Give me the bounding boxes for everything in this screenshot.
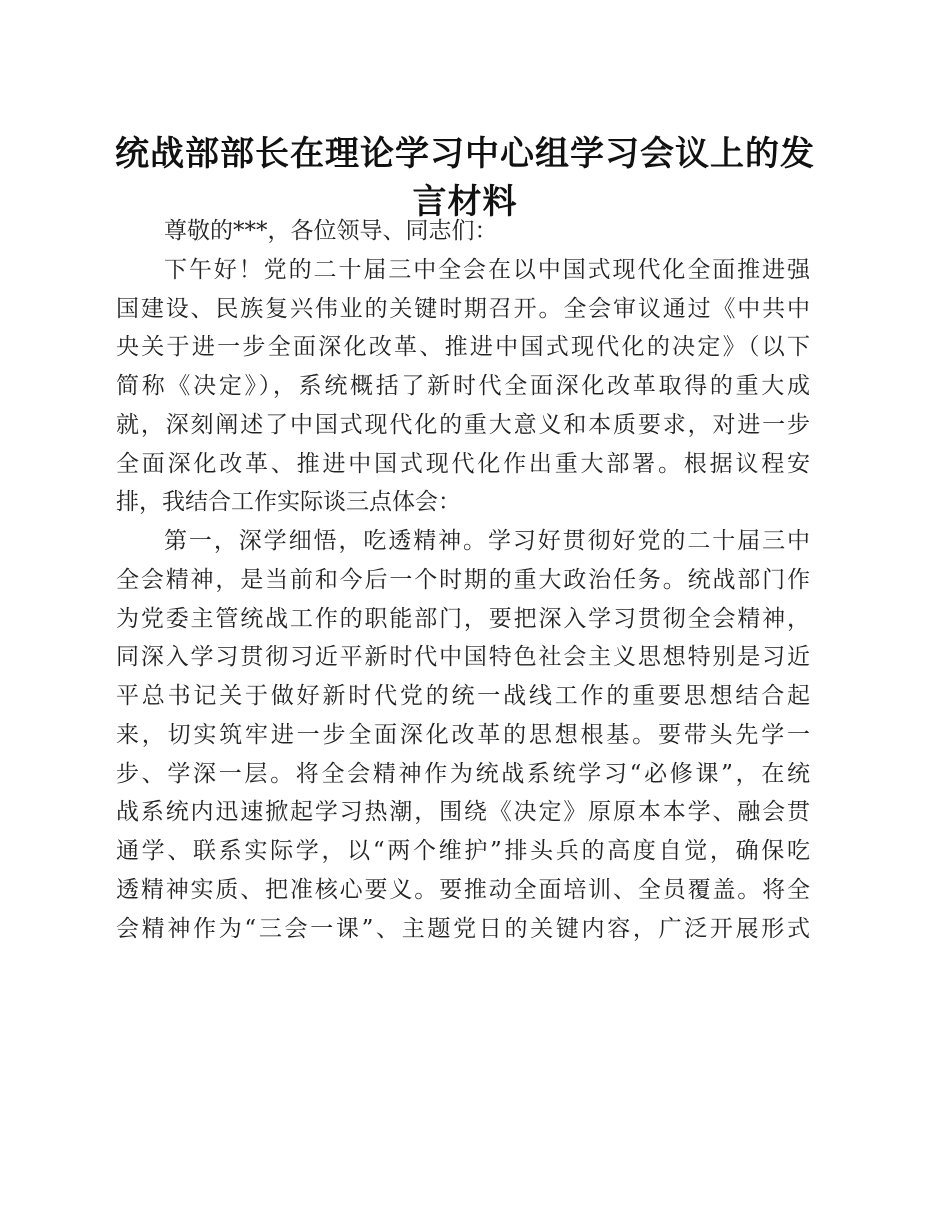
text-line: 平总书记关于做好新时代党的统一战线工作的重要思想结合起 — [116, 683, 810, 709]
text-line: 来，切实筑牢进一步全面深化改革的思想根基。要带头先学一 — [116, 721, 810, 748]
text-line: 为党委主管统战工作的职能部门，要把深入学习贯彻全会精神， — [116, 605, 810, 632]
text-line: 简称《决定》），系统概括了新时代全面深化改革取得的重大成 — [116, 373, 810, 399]
text-line: 下午好！党的二十届三中全会在以中国式现代化全面推进强 — [164, 256, 810, 283]
text-line: 国建设、民族复兴伟业的关键时期召开。全会审议通过《中共中 — [116, 295, 810, 322]
text-line: 全会精神，是当前和今后一个时期的重大政治任务。统战部门作 — [116, 566, 810, 593]
text-line: 步、学深一层。将全会精神作为统战系统学习“必修课”，在统 — [116, 760, 810, 787]
title-line-2: 言材料 — [412, 182, 518, 222]
salutation-line: 尊敬的***，各位领导、同志们： — [164, 218, 498, 244]
text-line: 就，深刻阐述了中国式现代化的重大意义和本质要求，对进一步 — [116, 411, 810, 438]
text-line: 会精神作为“三会一课”、主题党日的关键内容，广泛开展形式 — [116, 915, 810, 942]
text-line: 排，我结合工作实际谈三点体会： — [116, 489, 461, 516]
text-line: 通学、联系实际学，以“两个维护”排头兵的高度自觉，确保吃 — [116, 838, 810, 864]
text-line: 透精神实质、把准核心要义。要推动全面培训、全员覆盖。将全 — [116, 876, 810, 903]
text-line: 第一，深学细悟，吃透精神。学习好贯彻好党的二十届三中 — [164, 528, 810, 554]
title-line-1: 统战部部长在理论学习中心组学习会议上的发 — [115, 134, 815, 174]
document-body — [116, 212, 810, 948]
text-line: 全面深化改革、推进中国式现代化作出重大部署。根据议程安 — [116, 450, 810, 477]
text-line: 同深入学习贯彻习近平新时代中国特色社会主义思想特别是习近 — [116, 644, 810, 671]
text-line: 央关于进一步全面深化改革、推进中国式现代化的决定》（以下 — [116, 334, 810, 361]
text-line: 战系统内迅速掀起学习热潮，围绕《决定》原原本本学、融会贯 — [116, 799, 810, 826]
